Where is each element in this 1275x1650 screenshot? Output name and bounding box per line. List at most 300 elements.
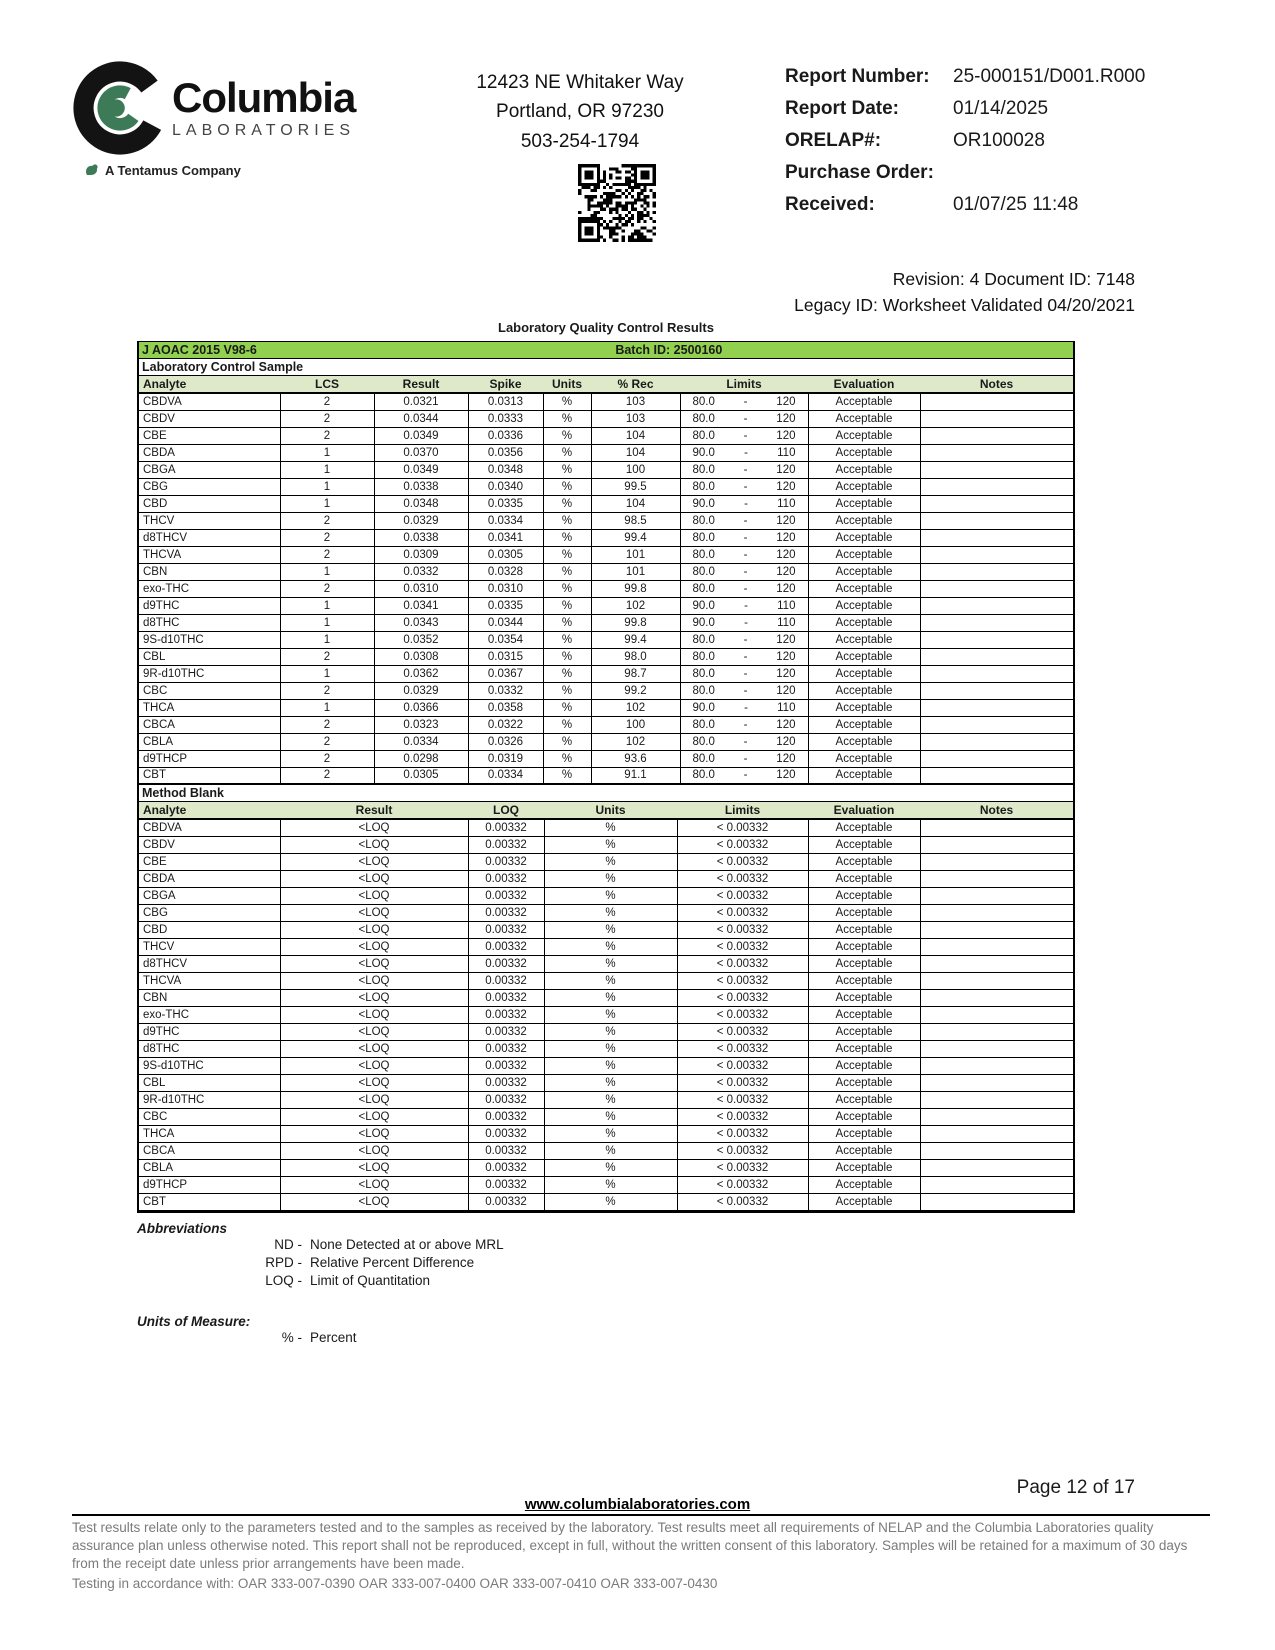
lcs-notes [920,478,1073,495]
lcs-result: 0.0352 [374,631,468,648]
lcs-units: % [543,665,591,682]
mb-limits: < 0.00332 [677,1023,808,1040]
lcs-limits: 80.0 - 120 [680,529,808,546]
lcs-spike: 0.0348 [468,461,543,478]
lcs-units: % [543,682,591,699]
lcs-result: 0.0348 [374,495,468,512]
mb-units: % [544,955,677,972]
lcs-eval: Acceptable [808,580,920,597]
mb-analyte: d8THC [139,1040,280,1057]
mb-row [139,1125,1073,1142]
lcs-spike: 0.0367 [468,665,543,682]
lcs-rec: 103 [591,410,680,427]
mb-limits: < 0.00332 [677,1108,808,1125]
lcs-eval: Acceptable [808,512,920,529]
purchase-order-value [953,162,1205,184]
lcs-notes [920,631,1073,648]
mb-loq: 0.00332 [468,1057,544,1074]
mb-notes [920,1125,1073,1142]
mb-loq: 0.00332 [468,1176,544,1193]
mb-loq: 0.00332 [468,955,544,972]
mb-loq: 0.00332 [468,836,544,853]
mb-eval: Acceptable [808,1142,920,1159]
mb-result: <LOQ [280,989,468,1006]
lcs-units: % [543,733,591,750]
lcs-table [139,376,1073,785]
mb-loq: 0.00332 [468,1142,544,1159]
mb-loq: 0.00332 [468,870,544,887]
lcs-spike: 0.0358 [468,699,543,716]
mb-loq: 0.00332 [468,989,544,1006]
lcs-notes [920,546,1073,563]
lcs-limits: 90.0 - 110 [680,444,808,461]
lcs-units: % [543,699,591,716]
mb-eval: Acceptable [808,1023,920,1040]
lcs-col-units: Units [543,376,591,393]
lcs-value: 2 [280,410,374,427]
mb-notes [920,853,1073,870]
lab-address [440,68,720,156]
lcs-result: 0.0321 [374,393,468,410]
mb-analyte: THCV [139,938,280,955]
mb-notes [920,989,1073,1006]
lcs-row [139,444,1073,461]
mb-loq: 0.00332 [468,1091,544,1108]
mb-row [139,938,1073,955]
mb-notes [920,1057,1073,1074]
mb-units: % [544,1108,677,1125]
lcs-row [139,767,1073,784]
lcs-spike: 0.0315 [468,648,543,665]
mb-result: <LOQ [280,1006,468,1023]
lcs-analyte: CBE [139,427,280,444]
lcs-result: 0.0309 [374,546,468,563]
lcs-col-analyte: Analyte [139,376,280,393]
lcs-eval: Acceptable [808,648,920,665]
mb-row [139,989,1073,1006]
lcs-row [139,461,1073,478]
lcs-notes [920,563,1073,580]
lcs-analyte: CBN [139,563,280,580]
mb-result: <LOQ [280,1159,468,1176]
mb-units: % [544,1159,677,1176]
mb-analyte: CBE [139,853,280,870]
lcs-notes [920,529,1073,546]
lcs-limits: 80.0 - 120 [680,767,808,784]
lcs-row [139,733,1073,750]
mb-limits: < 0.00332 [677,1006,808,1023]
mb-eval: Acceptable [808,1074,920,1091]
mb-result: <LOQ [280,1057,468,1074]
lcs-units: % [543,750,591,767]
lcs-spike: 0.0341 [468,529,543,546]
mb-notes [920,870,1073,887]
lcs-rec: 99.2 [591,682,680,699]
mb-col-result: Result [280,802,468,819]
lcs-limits: 80.0 - 120 [680,461,808,478]
mb-row [139,1006,1073,1023]
lcs-value: 2 [280,648,374,665]
lcs-limits: 80.0 - 120 [680,750,808,767]
lcs-result: 0.0341 [374,597,468,614]
abbreviations-title: Abbreviations [137,1220,228,1236]
mb-result: <LOQ [280,1108,468,1125]
mb-limits: < 0.00332 [677,1040,808,1057]
lcs-notes [920,495,1073,512]
mb-loq: 0.00332 [468,1006,544,1023]
lcs-limits: 80.0 - 120 [680,546,808,563]
mb-analyte: CBDV [139,836,280,853]
lcs-value: 1 [280,461,374,478]
lcs-analyte: CBDVA [139,393,280,410]
lcs-result: 0.0362 [374,665,468,682]
lcs-spike: 0.0334 [468,767,543,784]
lcs-analyte: CBCA [139,716,280,733]
method-blank-table [139,802,1073,1211]
lcs-notes [920,733,1073,750]
lcs-eval: Acceptable [808,546,920,563]
lcs-value: 2 [280,682,374,699]
lcs-limits: 80.0 - 120 [680,427,808,444]
lcs-rec: 99.5 [591,478,680,495]
lcs-units: % [543,427,591,444]
lcs-eval: Acceptable [808,427,920,444]
lcs-limits: 80.0 - 120 [680,716,808,733]
mb-loq: 0.00332 [468,1159,544,1176]
lcs-eval: Acceptable [808,393,920,410]
mb-eval: Acceptable [808,1159,920,1176]
lcs-analyte: 9S-d10THC [139,631,280,648]
logo-sub: LABORATORIES [172,121,355,139]
mb-limits: < 0.00332 [677,1142,808,1159]
received-value: 01/07/25 11:48 [953,194,1079,215]
lcs-result: 0.0338 [374,529,468,546]
lcs-rec: 102 [591,597,680,614]
lcs-spike: 0.0305 [468,546,543,563]
lcs-result: 0.0308 [374,648,468,665]
lcs-rec: 91.1 [591,767,680,784]
report-number-label: Report Number: [785,66,930,87]
company-logo [72,60,372,178]
mb-result: <LOQ [280,887,468,904]
mb-notes [920,1176,1073,1193]
report-date-label: Report Date: [785,98,900,119]
mb-loq: 0.00332 [468,972,544,989]
lcs-units: % [543,614,591,631]
lcs-analyte: CBG [139,478,280,495]
address-line1: 12423 NE Whitaker Way [476,72,684,93]
mb-notes [920,836,1073,853]
mb-result: <LOQ [280,853,468,870]
mb-eval: Acceptable [808,819,920,836]
mb-limits: < 0.00332 [677,1159,808,1176]
mb-eval: Acceptable [808,1176,920,1193]
abbreviation-item: LOQ - Limit of Quantitation [265,1272,431,1288]
abbreviation-item: ND - None Detected at or above MRL [274,1236,504,1252]
mb-notes [920,1108,1073,1125]
mb-row [139,1040,1073,1057]
mb-loq: 0.00332 [468,1125,544,1142]
mb-analyte: CBG [139,904,280,921]
mb-loq: 0.00332 [468,887,544,904]
lcs-row [139,716,1073,733]
lcs-row [139,699,1073,716]
lcs-rec: 102 [591,733,680,750]
lcs-header-row [139,376,1073,393]
lcs-spike: 0.0310 [468,580,543,597]
lcs-result: 0.0305 [374,767,468,784]
mb-section-label: Method Blank [139,785,1073,802]
lcs-rec: 99.8 [591,614,680,631]
lcs-limits: 80.0 - 120 [680,665,808,682]
lcs-value: 2 [280,427,374,444]
lcs-value: 2 [280,393,374,410]
mb-units: % [544,1006,677,1023]
mb-row [139,1176,1073,1193]
lcs-eval: Acceptable [808,478,920,495]
lcs-limits: 80.0 - 120 [680,563,808,580]
mb-notes [920,921,1073,938]
method-name: J AOAC 2015 V98-6 [142,343,257,357]
mb-result: <LOQ [280,1040,468,1057]
mb-result: <LOQ [280,1125,468,1142]
lcs-rec: 102 [591,699,680,716]
logo-name: Columbia [172,73,356,121]
lcs-result: 0.0334 [374,733,468,750]
mb-result: <LOQ [280,1074,468,1091]
mb-result: <LOQ [280,1091,468,1108]
lcs-units: % [543,580,591,597]
lcs-value: 2 [280,716,374,733]
orelap-label: ORELAP#: [785,130,882,151]
lcs-result: 0.0332 [374,563,468,580]
lcs-units: % [543,512,591,529]
lcs-analyte: d9THC [139,597,280,614]
lcs-eval: Acceptable [808,716,920,733]
mb-notes [920,938,1073,955]
mb-notes [920,819,1073,836]
lcs-row [139,427,1073,444]
lcs-notes [920,410,1073,427]
lcs-col-spike: Spike [468,376,543,393]
mb-result: <LOQ [280,1176,468,1193]
mb-row [139,853,1073,870]
lcs-eval: Acceptable [808,444,920,461]
lcs-result: 0.0338 [374,478,468,495]
disclaimer-text: Test results relate only to the parameters tested and to the samples as received by the laboratory. Test results meet all requirements of NELAP and the Columbia Laboratories quality assurance plan unless otherwise noted. This report shall not be reproduced, except in full, without the written consent of this laboratory. Samples will be retained for a maximum of 30 days from the receipt date unless prior arrangements have been made. [72,1520,1188,1571]
columbia-logo-icon [72,60,168,156]
lcs-result: 0.0366 [374,699,468,716]
lcs-units: % [543,546,591,563]
mb-row [139,836,1073,853]
mb-notes [920,1006,1073,1023]
lcs-analyte: THCA [139,699,280,716]
lcs-rec: 101 [591,563,680,580]
lcs-analyte: d9THCP [139,750,280,767]
mb-notes [920,1074,1073,1091]
mb-analyte: d9THCP [139,1176,280,1193]
mb-row [139,972,1073,989]
revision-block [794,266,1135,319]
mb-units: % [544,938,677,955]
lcs-units: % [543,478,591,495]
mb-notes [920,972,1073,989]
lcs-notes [920,682,1073,699]
lcs-value: 2 [280,529,374,546]
lcs-row [139,750,1073,767]
mb-loq: 0.00332 [468,853,544,870]
mb-eval: Acceptable [808,989,920,1006]
mb-analyte: CBC [139,1108,280,1125]
lcs-notes [920,512,1073,529]
mb-limits: < 0.00332 [677,870,808,887]
lcs-limits: 80.0 - 120 [680,410,808,427]
mb-units: % [544,1074,677,1091]
mb-row [139,1108,1073,1125]
mb-eval: Acceptable [808,1057,920,1074]
lcs-units: % [543,716,591,733]
lcs-rec: 100 [591,716,680,733]
mb-result: <LOQ [280,955,468,972]
mb-limits: < 0.00332 [677,938,808,955]
mb-analyte: d9THC [139,1023,280,1040]
lcs-row [139,580,1073,597]
mb-loq: 0.00332 [468,1023,544,1040]
lcs-units: % [543,563,591,580]
lcs-analyte: THCVA [139,546,280,563]
mb-limits: < 0.00332 [677,989,808,1006]
mb-row [139,1193,1073,1210]
mb-units: % [544,1057,677,1074]
abbreviation-item: RPD - Relative Percent Difference [265,1254,475,1270]
lcs-row [139,546,1073,563]
lcs-spike: 0.0319 [468,750,543,767]
mb-analyte: exo-THC [139,1006,280,1023]
lcs-notes [920,767,1073,784]
lcs-analyte: THCV [139,512,280,529]
lcs-limits: 80.0 - 120 [680,682,808,699]
mb-result: <LOQ [280,870,468,887]
mb-col-analyte: Analyte [139,802,280,819]
lcs-row [139,478,1073,495]
mb-result: <LOQ [280,938,468,955]
mb-result: <LOQ [280,921,468,938]
lcs-section-label: Laboratory Control Sample [139,359,1073,376]
mb-eval: Acceptable [808,904,920,921]
mb-row [139,1091,1073,1108]
mb-eval: Acceptable [808,955,920,972]
lcs-eval: Acceptable [808,750,920,767]
mb-units: % [544,870,677,887]
mb-limits: < 0.00332 [677,1057,808,1074]
mb-analyte: THCA [139,1125,280,1142]
lcs-rec: 104 [591,444,680,461]
lcs-units: % [543,597,591,614]
lcs-rec: 104 [591,495,680,512]
lcs-spike: 0.0336 [468,427,543,444]
lcs-limits: 90.0 - 110 [680,699,808,716]
website-link[interactable]: www.columbialaboratories.com [524,1496,751,1513]
lcs-units: % [543,631,591,648]
mb-analyte: CBGA [139,887,280,904]
mb-limits: < 0.00332 [677,836,808,853]
mb-notes [920,955,1073,972]
mb-analyte: 9S-d10THC [139,1057,280,1074]
lcs-rec: 98.5 [591,512,680,529]
mb-units: % [544,887,677,904]
legacy-line: Legacy ID: Worksheet Validated 04/20/2021 [794,295,1135,316]
lcs-rec: 99.4 [591,529,680,546]
mb-limits: < 0.00332 [677,887,808,904]
lcs-rec: 98.0 [591,648,680,665]
lcs-units: % [543,461,591,478]
mb-row [139,904,1073,921]
mb-col-limits: Limits [677,802,808,819]
mb-eval: Acceptable [808,887,920,904]
mb-units: % [544,836,677,853]
lcs-value: 1 [280,444,374,461]
mb-notes [920,904,1073,921]
mb-units: % [544,1091,677,1108]
mb-notes [920,887,1073,904]
mb-limits: < 0.00332 [677,1125,808,1142]
footer-divider [72,1514,1210,1516]
lcs-row [139,648,1073,665]
mb-eval: Acceptable [808,972,920,989]
mb-row [139,1142,1073,1159]
lcs-result: 0.0323 [374,716,468,733]
qc-title: Laboratory Quality Control Results [498,320,714,335]
lcs-analyte: CBL [139,648,280,665]
lcs-value: 2 [280,767,374,784]
lcs-rec: 99.8 [591,580,680,597]
mb-eval: Acceptable [808,1040,920,1057]
lcs-notes [920,750,1073,767]
report-number-value: 25-000151/D001.R000 [953,66,1146,87]
lcs-row [139,529,1073,546]
mb-limits: < 0.00332 [677,972,808,989]
lcs-row [139,665,1073,682]
orelap-value: OR100028 [953,130,1045,151]
mb-limits: < 0.00332 [677,1091,808,1108]
lcs-analyte: exo-THC [139,580,280,597]
lcs-col-lcs: LCS [280,376,374,393]
lcs-units: % [543,648,591,665]
lcs-col-result: Result [374,376,468,393]
lcs-eval: Acceptable [808,699,920,716]
lcs-limits: 90.0 - 110 [680,597,808,614]
mb-loq: 0.00332 [468,904,544,921]
lcs-value: 2 [280,512,374,529]
lcs-notes [920,699,1073,716]
lcs-analyte: CBGA [139,461,280,478]
mb-limits: < 0.00332 [677,819,808,836]
lcs-analyte: CBD [139,495,280,512]
lcs-spike: 0.0313 [468,393,543,410]
mb-eval: Acceptable [808,1006,920,1023]
lcs-eval: Acceptable [808,631,920,648]
lcs-result: 0.0329 [374,682,468,699]
footer-disclaimer [72,1519,1210,1593]
lcs-col-limits: Limits [680,376,808,393]
lcs-units: % [543,529,591,546]
lcs-col-rec: % Rec [591,376,680,393]
mb-row [139,921,1073,938]
lcs-analyte: CBDA [139,444,280,461]
lcs-units: % [543,393,591,410]
lcs-analyte: d8THCV [139,529,280,546]
mb-loq: 0.00332 [468,1193,544,1210]
